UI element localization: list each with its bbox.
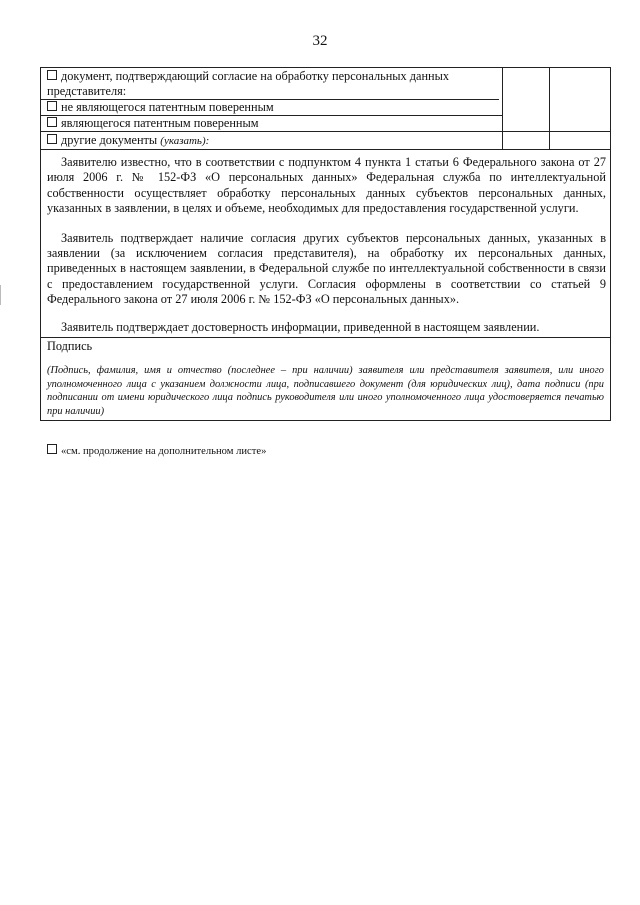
signature-caption: (Подпись, фамилия, имя и отчество (последнее – при наличии) заявителя или представителя заявителя, или иного уполномоченного лица с указанием должности лица, подписавшего документ (для юридических лиц), дата подписи (при подписании от имени юридического лица подпись руководителя или иного уполномоченного лица удостоверяется печатью при наличии) (47, 365, 604, 417)
not-patent-attorney-label: не являющегося патентным поверенным (61, 100, 274, 114)
checkbox[interactable] (47, 444, 57, 454)
scan-artifact (0, 285, 1, 305)
other-documents-row (41, 131, 610, 149)
page-number: 32 (312, 33, 328, 49)
sheets-count-cell[interactable] (503, 68, 550, 131)
checkbox[interactable] (47, 134, 57, 144)
notice-paragraph: Заявитель подтверждает наличие согласия других субъектов персональных данных, указанных в заявлении (за исключением согласия представителя), на обработку их персональных данных, приведенных в настоящем заявлении, в Федеральной службе по интеллектуальной собственности в связи с предоставлением государственной услуги. Согласия оформлены в соответствии со статьей 9 Федерального закона от 27 июля 2006 г. № 152-ФЗ «О персональных данных». (47, 230, 606, 307)
continuation-label: «см. продолжение на дополнительном листе» (61, 446, 267, 457)
signature-block[interactable] (41, 337, 610, 420)
other-documents-cell (41, 132, 503, 149)
notice-paragraph: Заявитель подтверждает достоверность информации, приведенной в настоящем заявлении. (61, 319, 540, 334)
not-patent-attorney-line (41, 99, 499, 115)
application-form (40, 67, 611, 421)
sheets-count-cell[interactable] (503, 132, 550, 149)
consent-document-cell (41, 68, 503, 131)
copies-count-cell[interactable] (550, 132, 610, 149)
continuation-note (47, 444, 266, 457)
patent-attorney-line (41, 115, 502, 131)
signature-label: Подпись (47, 339, 93, 354)
copies-count-cell[interactable] (550, 68, 610, 131)
consent-document-row (41, 68, 610, 131)
notice-paragraph: Заявителю известно, что в соответствии с подпунктом 4 пункта 1 статьи 6 Федерального закона от 27 июля 2006 г. № 152-ФЗ «О персональных данных» Федеральная служба по интеллектуальной собственности осуществляет обработку персональных данных субъектов персональных данных, указанных в заявлении, в целях и объеме, необходимых для предоставления государственной услуги. (47, 155, 606, 216)
patent-attorney-label: являющегося патентным поверенным (61, 116, 259, 130)
consent-doc-line (47, 69, 499, 99)
other-docs-label: другие документы (61, 133, 158, 147)
checkbox[interactable] (47, 117, 57, 127)
checkbox[interactable] (47, 70, 57, 80)
personal-data-notice (41, 149, 610, 337)
other-docs-hint: (указать): (160, 135, 210, 147)
checkbox[interactable] (47, 101, 57, 111)
consent-doc-label: документ, подтверждающий согласие на обработку персональных данных представителя: (47, 69, 450, 98)
